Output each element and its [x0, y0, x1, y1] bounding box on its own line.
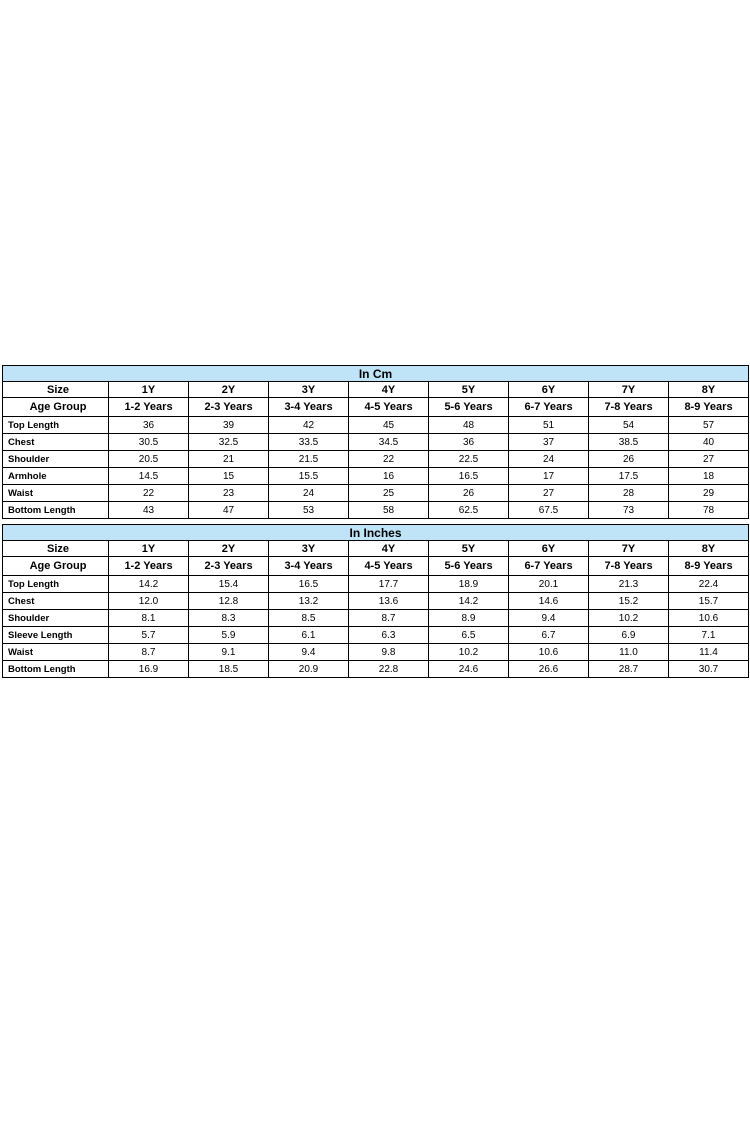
measurement-value: 6.9	[589, 627, 669, 644]
measurement-value: 15.2	[589, 593, 669, 610]
measurement-value: 24	[509, 451, 589, 468]
measurement-value: 21	[189, 451, 269, 468]
measurement-value: 39	[189, 417, 269, 434]
measurement-value: 8.7	[109, 644, 189, 661]
measurement-value: 22	[109, 485, 189, 502]
measurement-value: 23	[189, 485, 269, 502]
measurement-value: 13.6	[349, 593, 429, 610]
size-header: 3Y	[269, 382, 349, 398]
measurement-label: Shoulder	[3, 451, 109, 468]
size-header: 8Y	[669, 382, 749, 398]
measurement-value: 29	[669, 485, 749, 502]
measurement-value: 8.1	[109, 610, 189, 627]
measurement-value: 16.5	[429, 468, 509, 485]
table-row	[3, 502, 749, 519]
measurement-value: 26.6	[509, 661, 589, 678]
measurement-value: 9.4	[509, 610, 589, 627]
measurement-value: 15.5	[269, 468, 349, 485]
age-group-row	[3, 557, 749, 576]
measurement-value: 26	[429, 485, 509, 502]
measurement-value: 22.4	[669, 576, 749, 593]
measurement-value: 9.1	[189, 644, 269, 661]
table-row	[3, 451, 749, 468]
measurement-value: 16.5	[269, 576, 349, 593]
size-label: Size	[3, 541, 109, 557]
measurement-value: 17.7	[349, 576, 429, 593]
age-group-header: 6-7 Years	[509, 557, 589, 576]
measurement-value: 57	[669, 417, 749, 434]
age-group-header: 8-9 Years	[669, 557, 749, 576]
measurement-value: 5.9	[189, 627, 269, 644]
measurement-value: 24	[269, 485, 349, 502]
measurement-value: 32.5	[189, 434, 269, 451]
table-title-row	[3, 525, 749, 541]
size-header: 2Y	[189, 382, 269, 398]
measurement-value: 67.5	[509, 502, 589, 519]
measurement-value: 10.2	[429, 644, 509, 661]
table-row	[3, 485, 749, 502]
measurement-value: 33.5	[269, 434, 349, 451]
measurement-value: 54	[589, 417, 669, 434]
measurement-value: 45	[349, 417, 429, 434]
measurement-value: 13.2	[269, 593, 349, 610]
size-header: 7Y	[589, 382, 669, 398]
size-chart-cm	[2, 365, 749, 519]
table-row	[3, 434, 749, 451]
size-header: 6Y	[509, 382, 589, 398]
measurement-value: 16.9	[109, 661, 189, 678]
measurement-value: 20.9	[269, 661, 349, 678]
measurement-value: 8.3	[189, 610, 269, 627]
size-header: 6Y	[509, 541, 589, 557]
measurement-label: Bottom Length	[3, 661, 109, 678]
measurement-label: Chest	[3, 434, 109, 451]
age-group-header: 2-3 Years	[189, 557, 269, 576]
size-header: 5Y	[429, 541, 509, 557]
size-label: Size	[3, 382, 109, 398]
measurement-value: 22.8	[349, 661, 429, 678]
measurement-value: 51	[509, 417, 589, 434]
measurement-value: 62.5	[429, 502, 509, 519]
table-row	[3, 576, 749, 593]
measurement-value: 11.4	[669, 644, 749, 661]
measurement-label: Top Length	[3, 576, 109, 593]
measurement-value: 5.7	[109, 627, 189, 644]
age-group-header: 8-9 Years	[669, 398, 749, 417]
age-group-header: 7-8 Years	[589, 398, 669, 417]
measurement-value: 15.4	[189, 576, 269, 593]
size-header: 3Y	[269, 541, 349, 557]
measurement-value: 21.3	[589, 576, 669, 593]
measurement-value: 15	[189, 468, 269, 485]
age-group-row	[3, 398, 749, 417]
table-row	[3, 468, 749, 485]
size-header: 4Y	[349, 382, 429, 398]
measurement-value: 15.7	[669, 593, 749, 610]
age-group-header: 5-6 Years	[429, 557, 509, 576]
measurement-value: 14.2	[429, 593, 509, 610]
measurement-value: 10.6	[509, 644, 589, 661]
measurement-value: 20.5	[109, 451, 189, 468]
measurement-value: 27	[669, 451, 749, 468]
measurement-value: 6.1	[269, 627, 349, 644]
size-header: 5Y	[429, 382, 509, 398]
measurement-label: Shoulder	[3, 610, 109, 627]
measurement-label: Sleeve Length	[3, 627, 109, 644]
table-title: In Cm	[3, 366, 749, 382]
measurement-value: 9.4	[269, 644, 349, 661]
measurement-value: 27	[509, 485, 589, 502]
measurement-value: 14.5	[109, 468, 189, 485]
size-header: 1Y	[109, 541, 189, 557]
size-header: 2Y	[189, 541, 269, 557]
measurement-value: 11.0	[589, 644, 669, 661]
measurement-value: 26	[589, 451, 669, 468]
size-header-row	[3, 382, 749, 398]
measurement-value: 30.7	[669, 661, 749, 678]
measurement-value: 34.5	[349, 434, 429, 451]
measurement-value: 14.6	[509, 593, 589, 610]
measurement-value: 24.6	[429, 661, 509, 678]
measurement-value: 47	[189, 502, 269, 519]
measurement-value: 22.5	[429, 451, 509, 468]
age-group-header: 4-5 Years	[349, 398, 429, 417]
measurement-value: 7.1	[669, 627, 749, 644]
measurement-value: 37	[509, 434, 589, 451]
measurement-value: 25	[349, 485, 429, 502]
table-row	[3, 610, 749, 627]
measurement-value: 36	[109, 417, 189, 434]
age-group-header: 2-3 Years	[189, 398, 269, 417]
table-row	[3, 627, 749, 644]
measurement-value: 28.7	[589, 661, 669, 678]
measurement-value: 6.3	[349, 627, 429, 644]
measurement-value: 17.5	[589, 468, 669, 485]
measurement-value: 36	[429, 434, 509, 451]
size-chart-inches	[2, 524, 749, 678]
size-header: 8Y	[669, 541, 749, 557]
measurement-label: Chest	[3, 593, 109, 610]
measurement-value: 8.9	[429, 610, 509, 627]
measurement-value: 12.8	[189, 593, 269, 610]
age-group-header: 6-7 Years	[509, 398, 589, 417]
age-group-header: 1-2 Years	[109, 557, 189, 576]
size-header-row	[3, 541, 749, 557]
measurement-value: 8.7	[349, 610, 429, 627]
measurement-value: 18.5	[189, 661, 269, 678]
measurement-value: 73	[589, 502, 669, 519]
age-group-header: 7-8 Years	[589, 557, 669, 576]
table-title-row	[3, 366, 749, 382]
size-header: 1Y	[109, 382, 189, 398]
measurement-label: Top Length	[3, 417, 109, 434]
measurement-value: 30.5	[109, 434, 189, 451]
measurement-value: 10.6	[669, 610, 749, 627]
measurement-value: 42	[269, 417, 349, 434]
age-group-header: 5-6 Years	[429, 398, 509, 417]
age-group-label: Age Group	[3, 557, 109, 576]
measurement-label: Armhole	[3, 468, 109, 485]
measurement-value: 18	[669, 468, 749, 485]
measurement-value: 40	[669, 434, 749, 451]
age-group-header: 1-2 Years	[109, 398, 189, 417]
table-row	[3, 661, 749, 678]
measurement-value: 6.5	[429, 627, 509, 644]
measurement-value: 53	[269, 502, 349, 519]
measurement-value: 48	[429, 417, 509, 434]
age-group-header: 3-4 Years	[269, 398, 349, 417]
table-title: In Inches	[3, 525, 749, 541]
measurement-value: 22	[349, 451, 429, 468]
measurement-value: 10.2	[589, 610, 669, 627]
measurement-value: 16	[349, 468, 429, 485]
measurement-value: 9.8	[349, 644, 429, 661]
age-group-label: Age Group	[3, 398, 109, 417]
measurement-label: Bottom Length	[3, 502, 109, 519]
measurement-label: Waist	[3, 644, 109, 661]
measurement-value: 8.5	[269, 610, 349, 627]
size-header: 7Y	[589, 541, 669, 557]
measurement-value: 21.5	[269, 451, 349, 468]
measurement-value: 6.7	[509, 627, 589, 644]
table-row	[3, 593, 749, 610]
measurement-value: 28	[589, 485, 669, 502]
measurement-value: 12.0	[109, 593, 189, 610]
measurement-value: 20.1	[509, 576, 589, 593]
table-row	[3, 417, 749, 434]
measurement-label: Waist	[3, 485, 109, 502]
size-header: 4Y	[349, 541, 429, 557]
measurement-value: 17	[509, 468, 589, 485]
measurement-value: 43	[109, 502, 189, 519]
measurement-value: 78	[669, 502, 749, 519]
age-group-header: 4-5 Years	[349, 557, 429, 576]
table-row	[3, 644, 749, 661]
measurement-value: 58	[349, 502, 429, 519]
measurement-value: 14.2	[109, 576, 189, 593]
measurement-value: 38.5	[589, 434, 669, 451]
measurement-value: 18.9	[429, 576, 509, 593]
age-group-header: 3-4 Years	[269, 557, 349, 576]
